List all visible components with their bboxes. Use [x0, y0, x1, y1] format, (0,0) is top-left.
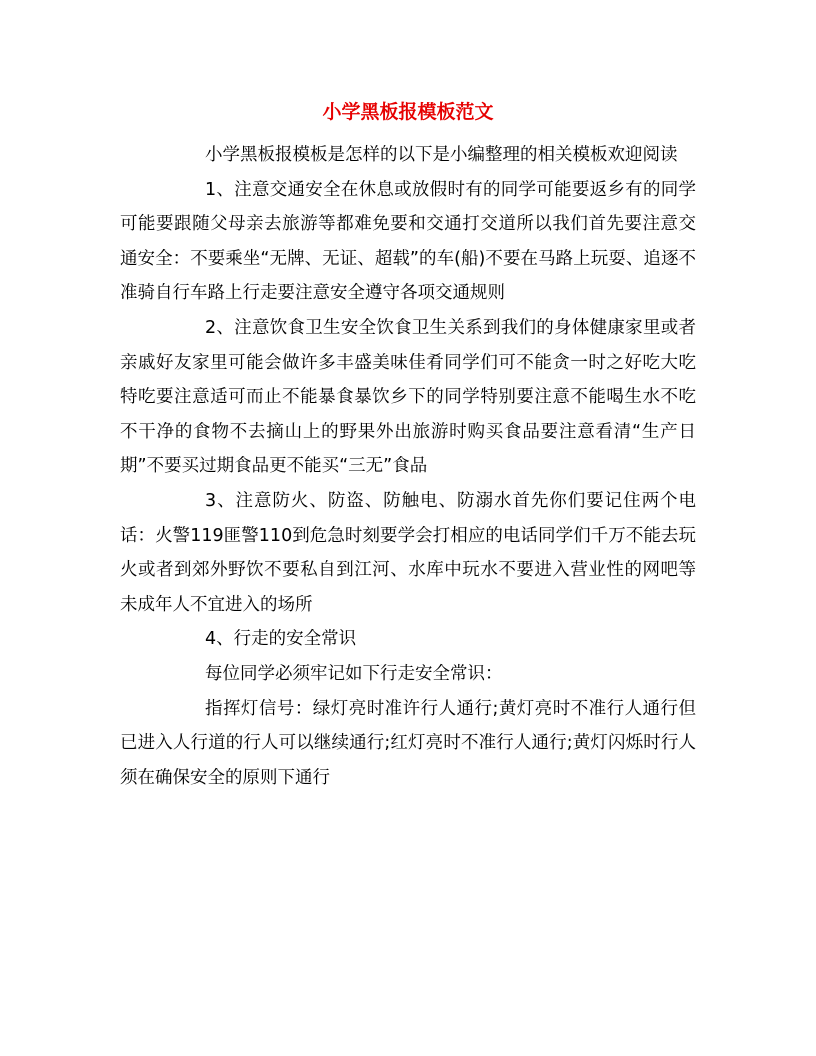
paragraph-fire-theft-electric-water: 3、注意防火、防盗、防触电、防溺水首先你们要记住两个电话：火警119匪警110到危急时刻要学会打相应的电话同学们千万不能去玩火或者到郊外野饮不要私自到江河、水库中玩水不要进入营业性的网吧等未成年人不宜进入的场所 [120, 490, 696, 615]
paragraph-traffic-signals: 指挥灯信号：绿灯亮时准许行人通行;黄灯亮时不准行人通行但已进入人行道的行人可以继续通行;红灯亮时不准行人通行;黄灯闪烁时行人须在确保安全的原则下通行 [120, 698, 696, 788]
paragraph-walking-heading: 4、行走的安全常识 [205, 629, 357, 650]
document-body [120, 138, 696, 795]
paragraph-traffic-safety: 1、注意交通安全在休息或放假时有的同学可能要返乡有的同学可能要跟随父母亲去旅游等都难免要和交通打交道所以我们首先要注意交通安全：不要乘坐“无牌、无证、超载”的车(船)不要在马路上玩耍、追逐不准骑自行车路上行走要注意安全遵守各项交通规则 [120, 179, 696, 304]
document-title: 小学黑板报模板范文 [322, 101, 494, 123]
paragraph-walking-intro: 每位同学必须牢记如下行走安全常识： [205, 663, 503, 684]
paragraph-intro: 小学黑板报模板是怎样的以下是小编整理的相关模板欢迎阅读 [205, 145, 678, 165]
paragraph-food-safety: 2、注意饮食卫生安全饮食卫生关系到我们的身体健康家里或者亲戚好友家里可能会做许多丰盛美味佳肴同学们可不能贪一时之好吃大吃特吃要注意适可而止不能暴食暴饮乡下的同学特别要注意不能喝生水不吃不干净的食物不去摘山上的野果外出旅游时购买食品要注意看清“生产日期”不要买过期食品更不能买“三无”食品 [120, 317, 696, 477]
